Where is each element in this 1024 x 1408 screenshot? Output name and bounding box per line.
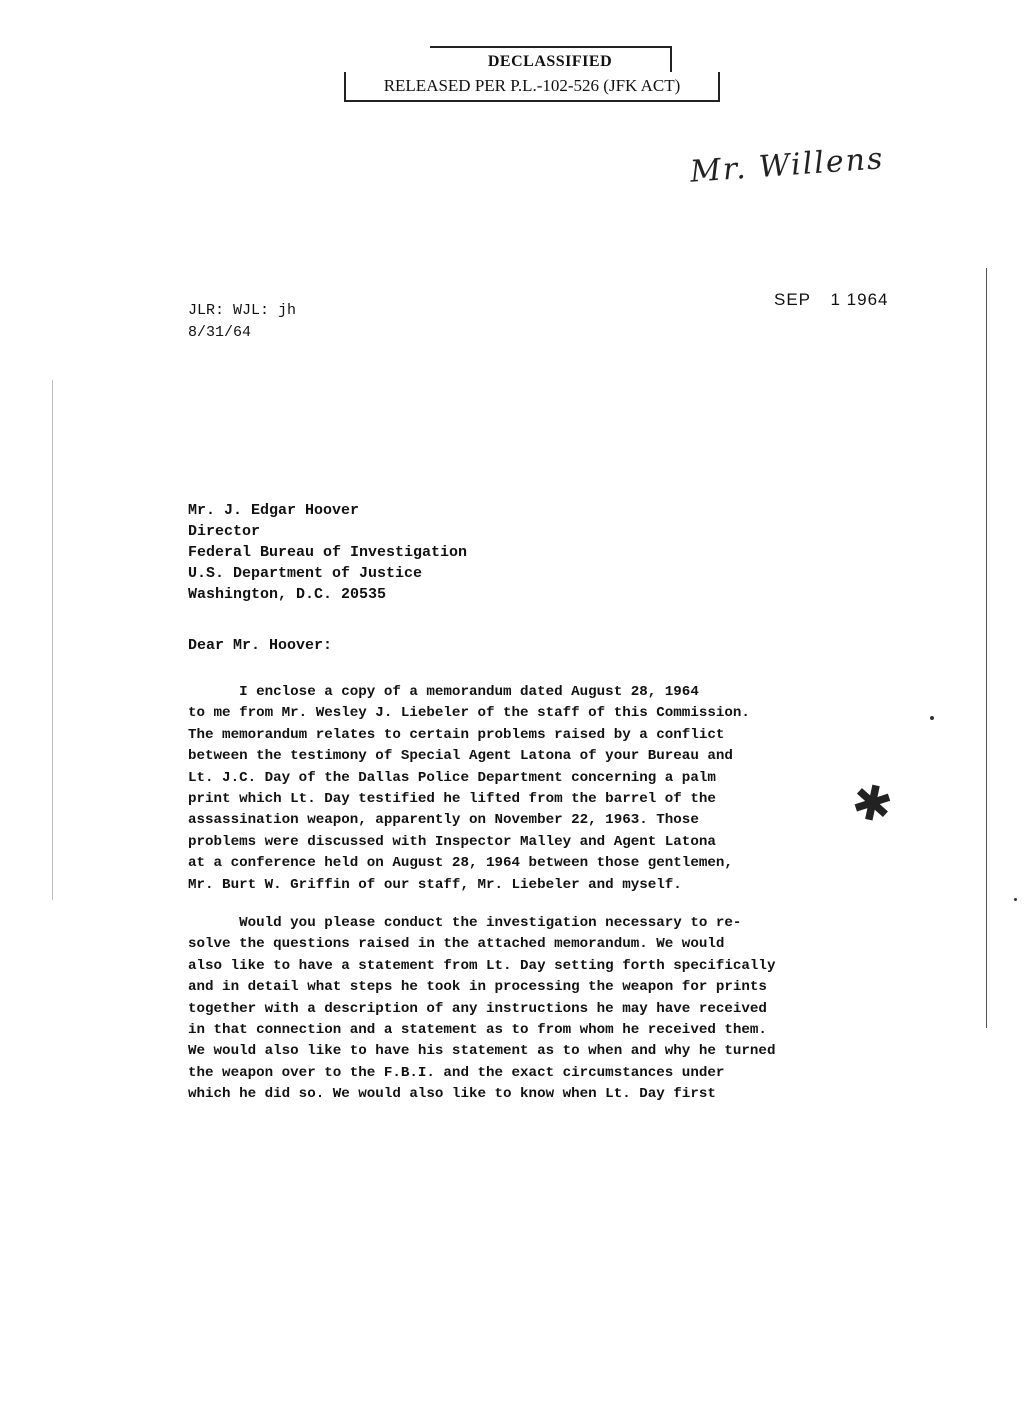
recipient-city: Washington, D.C. 20535 [188,586,387,603]
recipient-name: Mr. J. Edgar Hoover [188,502,360,519]
paragraph-line: solve the questions raised in the attached memorandum. We would [188,936,725,953]
paragraph-line: to me from Mr. Wesley J. Liebeler of the staff of this Commission. [188,705,750,722]
paragraph-line: which he did so. We would also like to know when Lt. Day first [188,1086,716,1103]
date-stamp-year: 1964 [846,290,889,309]
paragraph-line: Would you please conduct the investigation necessary to re- [188,915,742,931]
scan-dot [1014,898,1017,901]
scan-margin-line [986,268,987,1028]
paragraph-line: and in detail what steps he took in processing the weapon for prints [188,979,767,996]
paragraph-line: The memorandum relates to certain problems raised by a conflict [188,726,725,743]
reference-initials: JLR: WJL: jh [188,302,297,319]
paragraph-line: print which Lt. Day testified he lifted from the barrel of the [188,791,716,808]
reference-date: 8/31/64 [188,324,252,341]
paragraph-2 [188,913,878,1106]
paragraph-line: also like to have a statement from Lt. Day setting forth specifically [188,957,776,974]
date-stamp-day: 1 [830,290,841,309]
date-stamp-month: SEP [774,290,811,309]
paragraph-line: assassination weapon, apparently on November 22, 1963. Those [188,812,699,829]
date-stamp [774,290,888,310]
paragraph-1 [188,682,878,896]
scan-margin-line-left [52,380,53,900]
paragraph-line: at a conference held on August 28, 1964 between those gentlemen, [188,855,733,872]
paragraph-line: problems were discussed with Inspector Malley and Agent Latona [188,833,716,850]
handwritten-note: Mr. Willens [689,141,886,190]
paragraph-line: the weapon over to the F.B.I. and the exact circumstances under [188,1064,725,1081]
recipient-dept: U.S. Department of Justice [188,565,423,582]
declassified-stamp-title: DECLASSIFIED [430,46,672,72]
reference-block [188,300,296,344]
paragraph-line: I enclose a copy of a memorandum dated August 28, 1964 [188,684,699,700]
paragraph-line: We would also like to have his statement as to when and why he turned [188,1043,776,1060]
recipient-org: Federal Bureau of Investigation [188,544,468,561]
paragraph-line: Lt. J.C. Day of the Dallas Police Department concerning a palm [188,769,716,786]
declassified-stamp-release: RELEASED PER P.L.-102-526 (JFK ACT) [344,72,720,102]
recipient-title: Director [188,523,261,540]
asterisk-annotation-icon: ✱ [846,772,898,836]
scan-dot [930,716,934,720]
paragraph-line: between the testimony of Special Agent Latona of your Bureau and [188,748,733,765]
salutation: Dear Mr. Hoover: [188,637,333,654]
paragraph-line: together with a description of any instructions he may have received [188,1000,767,1017]
paragraph-line: in that connection and a statement as to from whom he received them. [188,1022,767,1039]
recipient-address [188,500,467,605]
paragraph-line: Mr. Burt W. Griffin of our staff, Mr. Liebeler and myself. [188,876,682,893]
